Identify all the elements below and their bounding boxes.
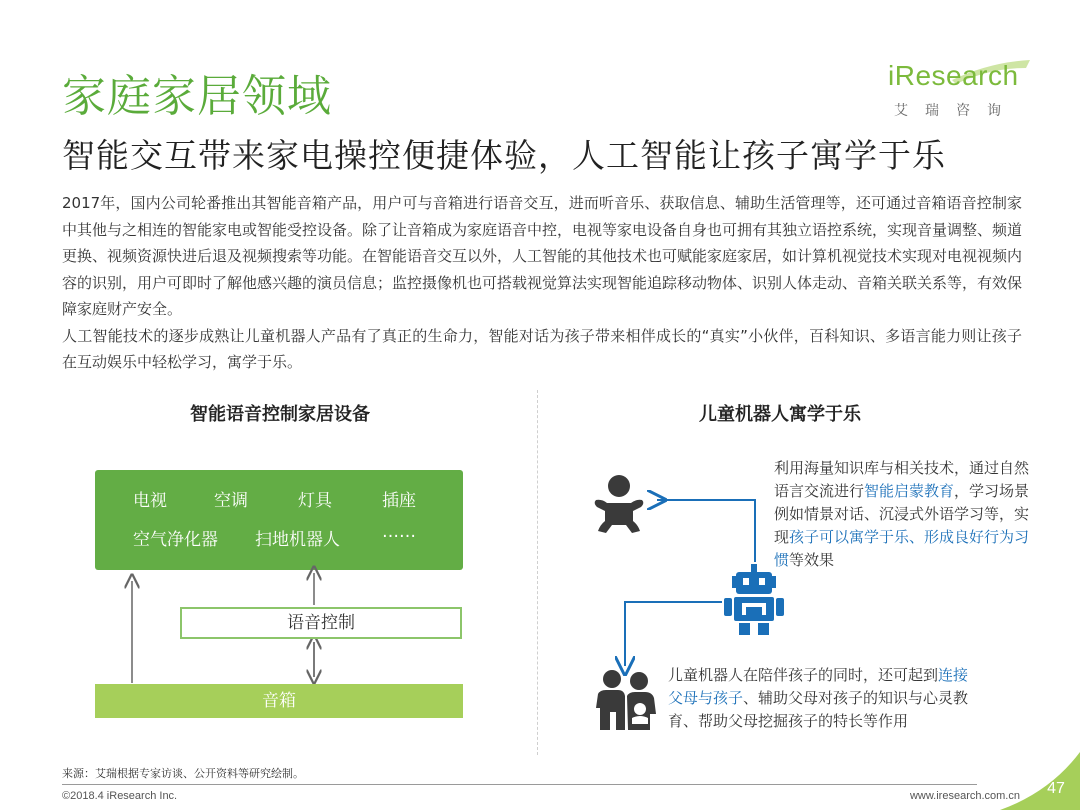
logo-brand-text: iResearch (888, 60, 1019, 91)
left-panel-heading: 智能语音控制家居设备 (190, 404, 370, 425)
devices-box (95, 470, 463, 570)
footer-divider (62, 784, 977, 785)
logo-sub-text: 艾瑞咨询 (894, 103, 1018, 119)
robot-text-highlight-2: 孩子可以寓学于乐、形成良好行为习惯 (774, 528, 1030, 569)
voice-control-box: 语音控制 (180, 607, 462, 639)
copyright-text: ©2018.4 iResearch Inc. (62, 790, 178, 802)
panel-divider (537, 390, 538, 755)
body-text (62, 190, 1022, 376)
robot-description (774, 457, 1036, 572)
robot-text-highlight-1: 智能启蒙教育 (864, 482, 955, 500)
source-note: 来源：艾瑞根据专家访谈、公开资料等研究绘制。 (62, 767, 304, 780)
device-tv: 电视 (133, 491, 167, 511)
family-icon (592, 668, 660, 732)
family-description (668, 664, 980, 733)
speaker-box: 音箱 (95, 684, 463, 718)
robot-text-part-2: ，学习场景例如情景对话、沉浸式外语学习等，实现 (774, 482, 1030, 546)
family-text-part-2: 、辅助父母对孩子的知识与心灵教育、帮助父母挖掘孩子的特长等作用 (668, 689, 969, 730)
robot-text-part-1: 利用海量知识库与相关技术，通过自然语言交流进行 (774, 459, 1030, 500)
page-subtitle: 智能交互带来家电操控便捷体验，人工智能让孩子寓学于乐 (62, 136, 946, 175)
body-paragraph-2: 人工智能技术的逐步成熟让儿童机器人产品有了真正的生命力，智能对话为孩子带来相伴成长的“真实”小伙伴，百科知识、多语言能力则让孩子在互动娱乐中轻松学习，寓学于乐。 (62, 326, 1022, 371)
device-robot-vacuum: 扫地机器人 (255, 530, 340, 550)
page-number: 47 (1047, 780, 1065, 797)
family-text-highlight: 连接父母与孩子 (668, 666, 969, 707)
device-lamp: 灯具 (298, 491, 332, 511)
family-text-part-1: 儿童机器人在陪伴孩子的同时，还可起到 (668, 666, 939, 684)
device-air-purifier: 空气净化器 (133, 530, 218, 550)
body-paragraph-1: 2017年，国内公司轮番推出其智能音箱产品，用户可与音箱进行语音交互，进而听音乐、获取信息、辅助生活管理等，还可通过音箱语音控制家中其他与之相连的智能家电或智能受控设备。除了让音箱成为家庭语音中控，电视等家电设备自身也可拥有其独立语控系统，实现音量调整、频道更换、视频资源快进后退及视频搜索等功能。在智能语音交互以外，人工智能的其他技术也可赋能家庭家居，如计算机视觉技术实现对电视视频内容的识别，用户可即时了解他感兴趣的演员信息；监控摄像机也可搭载视觉算法实现智能追踪移动物体、识别人体走动、音箱关联关系等，有效保障家庭财产安全。 (62, 194, 1023, 318)
baby-icon (588, 473, 650, 535)
robot-icon (722, 562, 786, 636)
website-link[interactable]: www.iresearch.com.cn (909, 790, 1020, 802)
iresearch-logo (888, 60, 1038, 122)
page-title: 家庭家居领域 (62, 71, 332, 122)
device-socket: 插座 (382, 491, 416, 511)
right-panel-heading: 儿童机器人寓学于乐 (699, 404, 861, 425)
robot-text-part-3: 等效果 (789, 551, 835, 569)
device-more: …… (382, 522, 416, 542)
device-ac: 空调 (214, 491, 248, 511)
